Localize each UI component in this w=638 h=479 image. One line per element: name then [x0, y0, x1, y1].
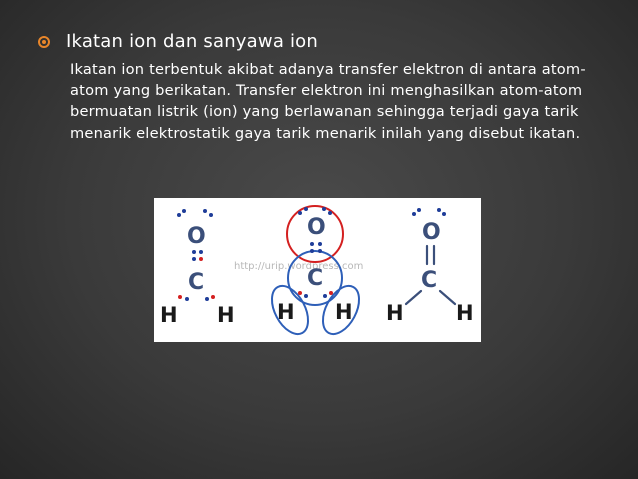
lewis-structure-diagram	[154, 198, 481, 342]
structure-1-atom-o: O	[187, 224, 206, 249]
structure-2	[265, 206, 367, 340]
structure-3-atom-o: O	[422, 220, 441, 245]
structure-3-atom-c: C	[421, 268, 438, 293]
structure-2-atom-h-right: H	[335, 300, 353, 324]
slide-heading: Ikatan ion dan sanyawa ion	[66, 31, 318, 52]
watermark-text: http://urip.wordpress.com	[234, 261, 364, 272]
structure-1-atom-h-right: H	[217, 303, 235, 327]
structure-3-electron-dots	[412, 208, 446, 216]
structure-1	[160, 209, 235, 327]
structure-3-atom-h-right: H	[456, 301, 474, 325]
structure-3-atom-h-left: H	[386, 301, 404, 325]
structure-2-atom-o: O	[307, 215, 326, 240]
bullet-icon	[38, 36, 50, 48]
single-bond-left	[406, 291, 421, 304]
structure-3	[386, 208, 474, 325]
structure-2-atom-c: C	[307, 266, 324, 291]
slide-body-text: Ikatan ion terbentuk akibat adanya transfer elektron di antara atom-atom yang berikatan. Transfer elektron ini menghasilkan atom-atom bermuatan listrik (ion) yang berlawanan sehingga terjadi gaya tarik menarik elektrostatik gaya tarik menarik inilah yang disebut ikatan.	[70, 61, 586, 142]
single-bond-right	[440, 291, 455, 304]
structure-1-atom-c: C	[188, 270, 205, 295]
lewis-structure-figure	[154, 198, 481, 342]
bullet-row	[38, 31, 318, 52]
structure-1-atom-h-left: H	[160, 303, 178, 327]
structure-2-atom-h-left: H	[277, 300, 295, 324]
